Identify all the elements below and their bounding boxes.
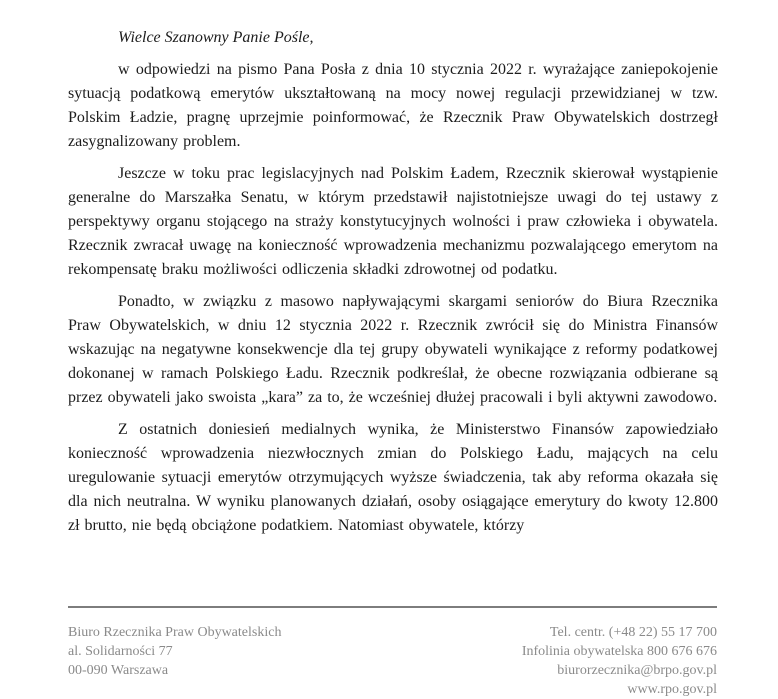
footer-phone: Tel. centr. (+48 22) 55 17 700 bbox=[549, 625, 717, 640]
footer-email: biurorzecznika@brpo.gov.pl bbox=[557, 663, 717, 678]
footer-hotline: Infolinia obywatelska 800 676 676 bbox=[521, 644, 717, 659]
body-paragraph: Ponadto, w związku z masowo napływającymi skargami seniorów do Biura Rzecznika Praw Obywatelskich, w dniu 12 stycznia 2022 r. Rzecznik zwrócił się do Ministra Finansów wskazując na negatywne konsekwencje dla tej grupy obywateli wynikające z reformy podatkowej dokonanej w ramach Polskiego Ładu. Rzecznik podkreślał, że obecne rozwiązania odbierane są przez obywateli jako swoista „kara” za to, że wcześniej dłużej pracowali i byli aktywni zawodowo. bbox=[68, 293, 718, 406]
footer-contact-block bbox=[522, 623, 717, 699]
body-paragraph: w odpowiedzi na pismo Pana Posła z dnia 10 stycznia 2022 r. wyrażające zaniepokojenie sytuacją podatkową emerytów ukształtowaną na mocy nowej regulacji przewidzianej w tzw. Polskim Ładzie, pragnę uprzejmie poinformować, że Rzecznik Praw Obywatelskich dostrzegł zasygnalizowany problem. bbox=[68, 61, 718, 150]
footer-postal-city: 00-090 Warszawa bbox=[68, 663, 169, 678]
footer-org-name: Biuro Rzecznika Praw Obywatelskich bbox=[68, 625, 282, 640]
body-paragraph: Z ostatnich doniesień medialnych wynika, że Ministerstwo Finansów zapowiedziało konieczność wprowadzenia niezwłocznych zmian do Polskiego Ładu, mających na celu uregulowanie sytuacji emerytów otrzymujących wyższe świadczenia, tak aby reforma okazała się dla nich neutralna. W wyniku planowanych działań, osoby osiągające emerytury do kwoty 12.800 zł brutto, nie będą obciążone podatkiem. Natomiast obywatele, którzy bbox=[68, 421, 718, 534]
footer-separator bbox=[68, 606, 717, 608]
letter-footer bbox=[68, 606, 717, 699]
footer-website: www.rpo.gov.pl bbox=[627, 682, 717, 697]
footer-address-block bbox=[68, 623, 281, 680]
salutation: Wielce Szanowny Panie Pośle, bbox=[118, 29, 314, 46]
body-paragraph: Jeszcze w toku prac legislacyjnych nad Polskim Ładem, Rzecznik skierował wystąpienie generalne do Marszałka Senatu, w którym przedstawił najistotniejsze uwagi do tej ustawy z perspektywy organu stojącego na straży konstytucyjnych wolności i praw człowieka i obywatela. Rzecznik zwracał uwagę na konieczność wprowadzenia mechanizmu pozwalającego emerytom na rekompensatę braku możliwości odliczenia składki zdrowotnej od podatku. bbox=[68, 165, 718, 278]
footer-street-address: al. Solidarności 77 bbox=[68, 644, 173, 659]
letter-body bbox=[68, 26, 718, 546]
